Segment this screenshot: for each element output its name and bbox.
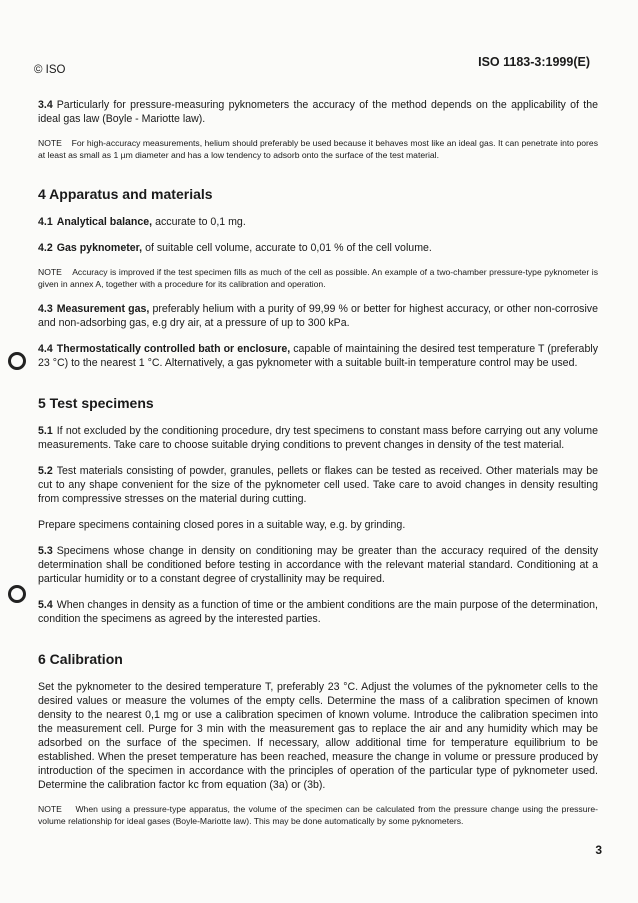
- clause-4-2: [38, 241, 598, 255]
- clause-number: 4.4: [38, 343, 53, 355]
- punch-hole-mark: [8, 585, 26, 603]
- clause-text: of suitable cell volume, accurate to 0,01 % of the cell volume.: [145, 242, 432, 254]
- clause-5-4: [38, 598, 598, 626]
- standard-number-header: ISO 1183-3:1999(E): [478, 55, 590, 69]
- clause-number: 5.1: [38, 425, 53, 437]
- clause-number: 4.3: [38, 303, 53, 315]
- clause-5-1: [38, 424, 598, 452]
- clause-text: capable of maintaining the desired test temperature T (preferably 23 °C) to the nearest 1 °C. Alternatively, a gas pyknometer with a suitable built-in temperature control may be used.: [38, 343, 598, 369]
- clause-number: 3.4: [38, 99, 53, 111]
- section-heading-5: 5 Test specimens: [38, 395, 154, 411]
- clause-text: When changes in density as a function of time or the ambient conditions are the main purpose of the determination, condition the specimens as agreed by the interested parties.: [38, 599, 598, 625]
- clause-term: Measurement gas,: [56, 303, 150, 315]
- clause-3-4: [38, 98, 598, 126]
- clause-text: preferably helium with a purity of 99,99 % or better for highest accuracy, or other non-corrosive and non-adsorbing gas, e.g dry air, at a pressure of up to 300 kPa.: [38, 303, 598, 329]
- note-text: Accuracy is improved if the test specimen fills as much of the cell as possible. An example of a two-chamber pressure-type pyknometer is given in annex A, together with a procedure for its calibration and operation.: [38, 267, 598, 289]
- note-paragraph: [38, 804, 598, 827]
- clause-term: Gas pyknometer,: [56, 242, 143, 254]
- clause-text: Test materials consisting of powder, granules, pellets or flakes can be tested as received. Other materials may be cut to any shape convenient for the size of the pyknometer cell used. Take care to avoid changes in density resulting from compressive stresses on the material during cutting.: [38, 465, 598, 505]
- section-heading-4: 4 Apparatus and materials: [38, 186, 213, 202]
- clause-text: accurate to 0,1 mg.: [155, 216, 246, 228]
- note-paragraph: [38, 138, 598, 161]
- note-text: For high-accuracy measurements, helium should preferably be used because it behaves most like an ideal gas. It can penetrate into pores at least as small as 1 µm diameter and has a low tendency to adsorb onto the surface of the test material.: [38, 138, 598, 160]
- note-text: When using a pressure-type apparatus, the volume of the specimen can be calculated from the pressure change using the pressure-volume relationship for ideal gases (Boyle-Mariotte law). This may be done automatically by some pyknometers.: [38, 804, 598, 826]
- clause-4-1: [38, 215, 598, 229]
- clause-4-4: [38, 342, 598, 370]
- section-heading-6: 6 Calibration: [38, 651, 123, 667]
- note-label: NOTE: [38, 267, 62, 277]
- clause-text: Specimens whose change in density on conditioning may be greater than the accuracy required of the density determination shall be conditioned before testing in accordance with the relevant material standard. Conditioning at a particular humidity or to a constant degree of crystallinity may be required.: [38, 545, 598, 585]
- document-body: [38, 98, 598, 827]
- note-label: NOTE: [38, 804, 62, 814]
- calibration-paragraph: Set the pyknometer to the desired temperature T, preferably 23 °C. Adjust the volumes of the pyknometer cells to the desired values or measure the volumes of the empty cells. Determine the mass of a calibration specimen of known density to the nearest 0,1 mg or use a calibration specimen of known volume. Introduce the calibration specimen into the measurement cell. Purge for 3 min with the measurement gas to replace the air and any humidity which may be adsorbed on the surface of the specimen. If necessary, allow additional time for temperature equilibrium to be established. When the preset temperature has been reached, measure the change in volume or pressure produced by introduction of the specimen in accordance with the principles of operation of the particular type of pyknometer used. Determine the calibration factor kc from equation (3a) or (3b).: [38, 681, 598, 791]
- clause-term: Thermostatically controlled bath or enclosure,: [56, 343, 291, 355]
- clause-5-2: [38, 464, 598, 506]
- clause-number: 5.2: [38, 465, 53, 477]
- clause-number: 5.4: [38, 599, 53, 611]
- clause-5-3: [38, 544, 598, 586]
- note-label: NOTE: [38, 138, 62, 148]
- clause-4-3: [38, 302, 598, 330]
- clause-text: If not excluded by the conditioning procedure, dry test specimens to constant mass before carrying out any volume measurements. Take care to choose suitable drying conditions to prevent changes in density of the test material.: [38, 425, 598, 451]
- copyright-header: © ISO: [34, 64, 66, 76]
- note-paragraph: [38, 267, 598, 290]
- clause-number: 5.3: [38, 545, 53, 557]
- clause-term: Analytical balance,: [56, 216, 153, 228]
- clause-5-2-continuation: Prepare specimens containing closed pores in a suitable way, e.g. by grinding.: [38, 519, 406, 531]
- clause-number: 4.1: [38, 216, 53, 228]
- clause-text: Particularly for pressure-measuring pyknometers the accuracy of the method depends on the applicability of the ideal gas law (Boyle - Mariotte law).: [38, 99, 598, 125]
- punch-hole-mark: [8, 352, 26, 370]
- clause-number: 4.2: [38, 242, 53, 254]
- page-number: 3: [595, 843, 602, 857]
